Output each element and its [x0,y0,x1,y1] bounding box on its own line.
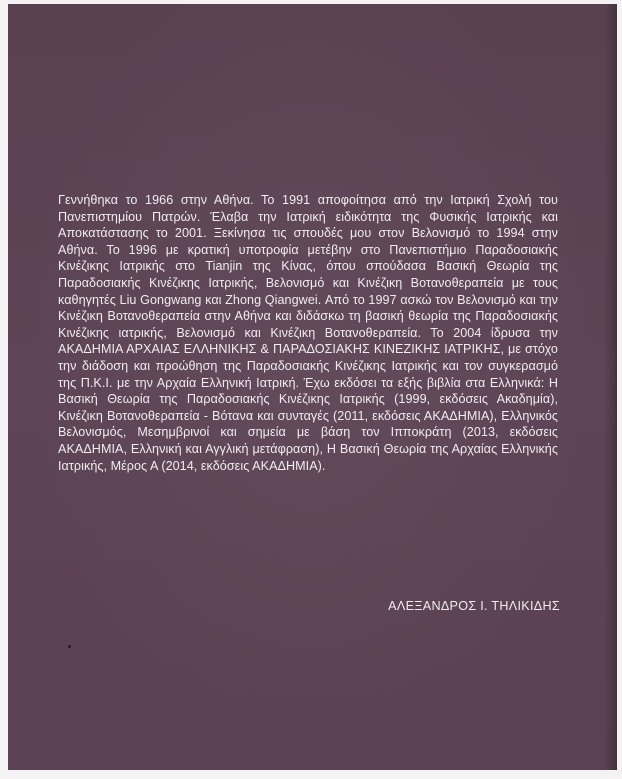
dust-speck [68,645,71,648]
author-name: ΑΛΕΞΑΝΔΡΟΣ Ι. ΤΗΛΙΚΙΔΗΣ [388,599,560,613]
author-biography: Γεννήθηκα το 1966 στην Αθήνα. Το 1991 αποφοίτησα από την Ιατρική Σχολή του Πανεπιστημίου Πατρών. Έλαβα την Ιατρική ειδικότητα της Φυσικής Ιατρικής και Αποκατάστασης το 2001. Ξεκίνησα τις σπουδές μου στον Βελονισμό το 1994 στην Αθήνα. Το 1996 με κρατική υποτροφία μετέβην στο Πανεπιστήμιο Παραδοσιακής Κινέζικης Ιατρικής στο Tianjin της Κίνας, όπου σπούδασα Βασική Θεωρία της Παραδοσιακής Κινέζικης Ιατρικής, Βελονισμό και Κινέζικη Βοτανοθεραπεία με τους καθηγητές Liu Gongwang και Zhong Qiangwei. Από το 1997 ασκώ τον Βελονισμό και την Κινέζικη Βοτανοθεραπεία στην Αθήνα και διδάσκω τη βασική θεωρία της Παραδοσιακής Κινέζικης ιατρικής, Βελονισμό και Κινέζικη Βοτανοθεραπεία. Το 2004 ίδρυσα την ΑΚΑΔΗΜΙΑ ΑΡΧΑΙΑΣ ΕΛΛΗΝΙΚΗΣ & ΠΑΡΑΔΟΣΙΑΚΗΣ ΚΙΝΕΖΙΚΗΣ ΙΑΤΡΙΚΗΣ, με στόχο την διάδοση και προώθηση της Παραδοσιακής Κινέζικης Ιατρικής και τον συγκερασμό της Π.Κ.Ι. με την Αρχαία Ελληνική Ιατρική. Έχω εκδόσει τα εξής βιβλία στα Ελληνικά: Η Βασική Θεωρία της Παραδοσιακής Κινέζικης Ιατρικής (1999, εκδόσεις Ακαδημία), Κινέζικη Βοτανοθεραπεία - Βότανα και συνταγές (2011, εκδόσεις ΑΚΑΔΗΜΙΑ), Ελληνικός Βελονισμός, Μεσημβρινοί και σημεία με βάση τον Ιπποκράτη (2013, εκδόσεις ΑΚΑΔΗΜΙΑ, Ελληνική και Αγγλική μετάφραση), Η Βασική Θεωρία της Αρχαίας Ελληνικής Ιατρικής, Μέρος Α (2014, εκδόσεις ΑΚΑΔΗΜΙΑ). [58,193,558,473]
cover-edge-shadow [604,4,614,770]
